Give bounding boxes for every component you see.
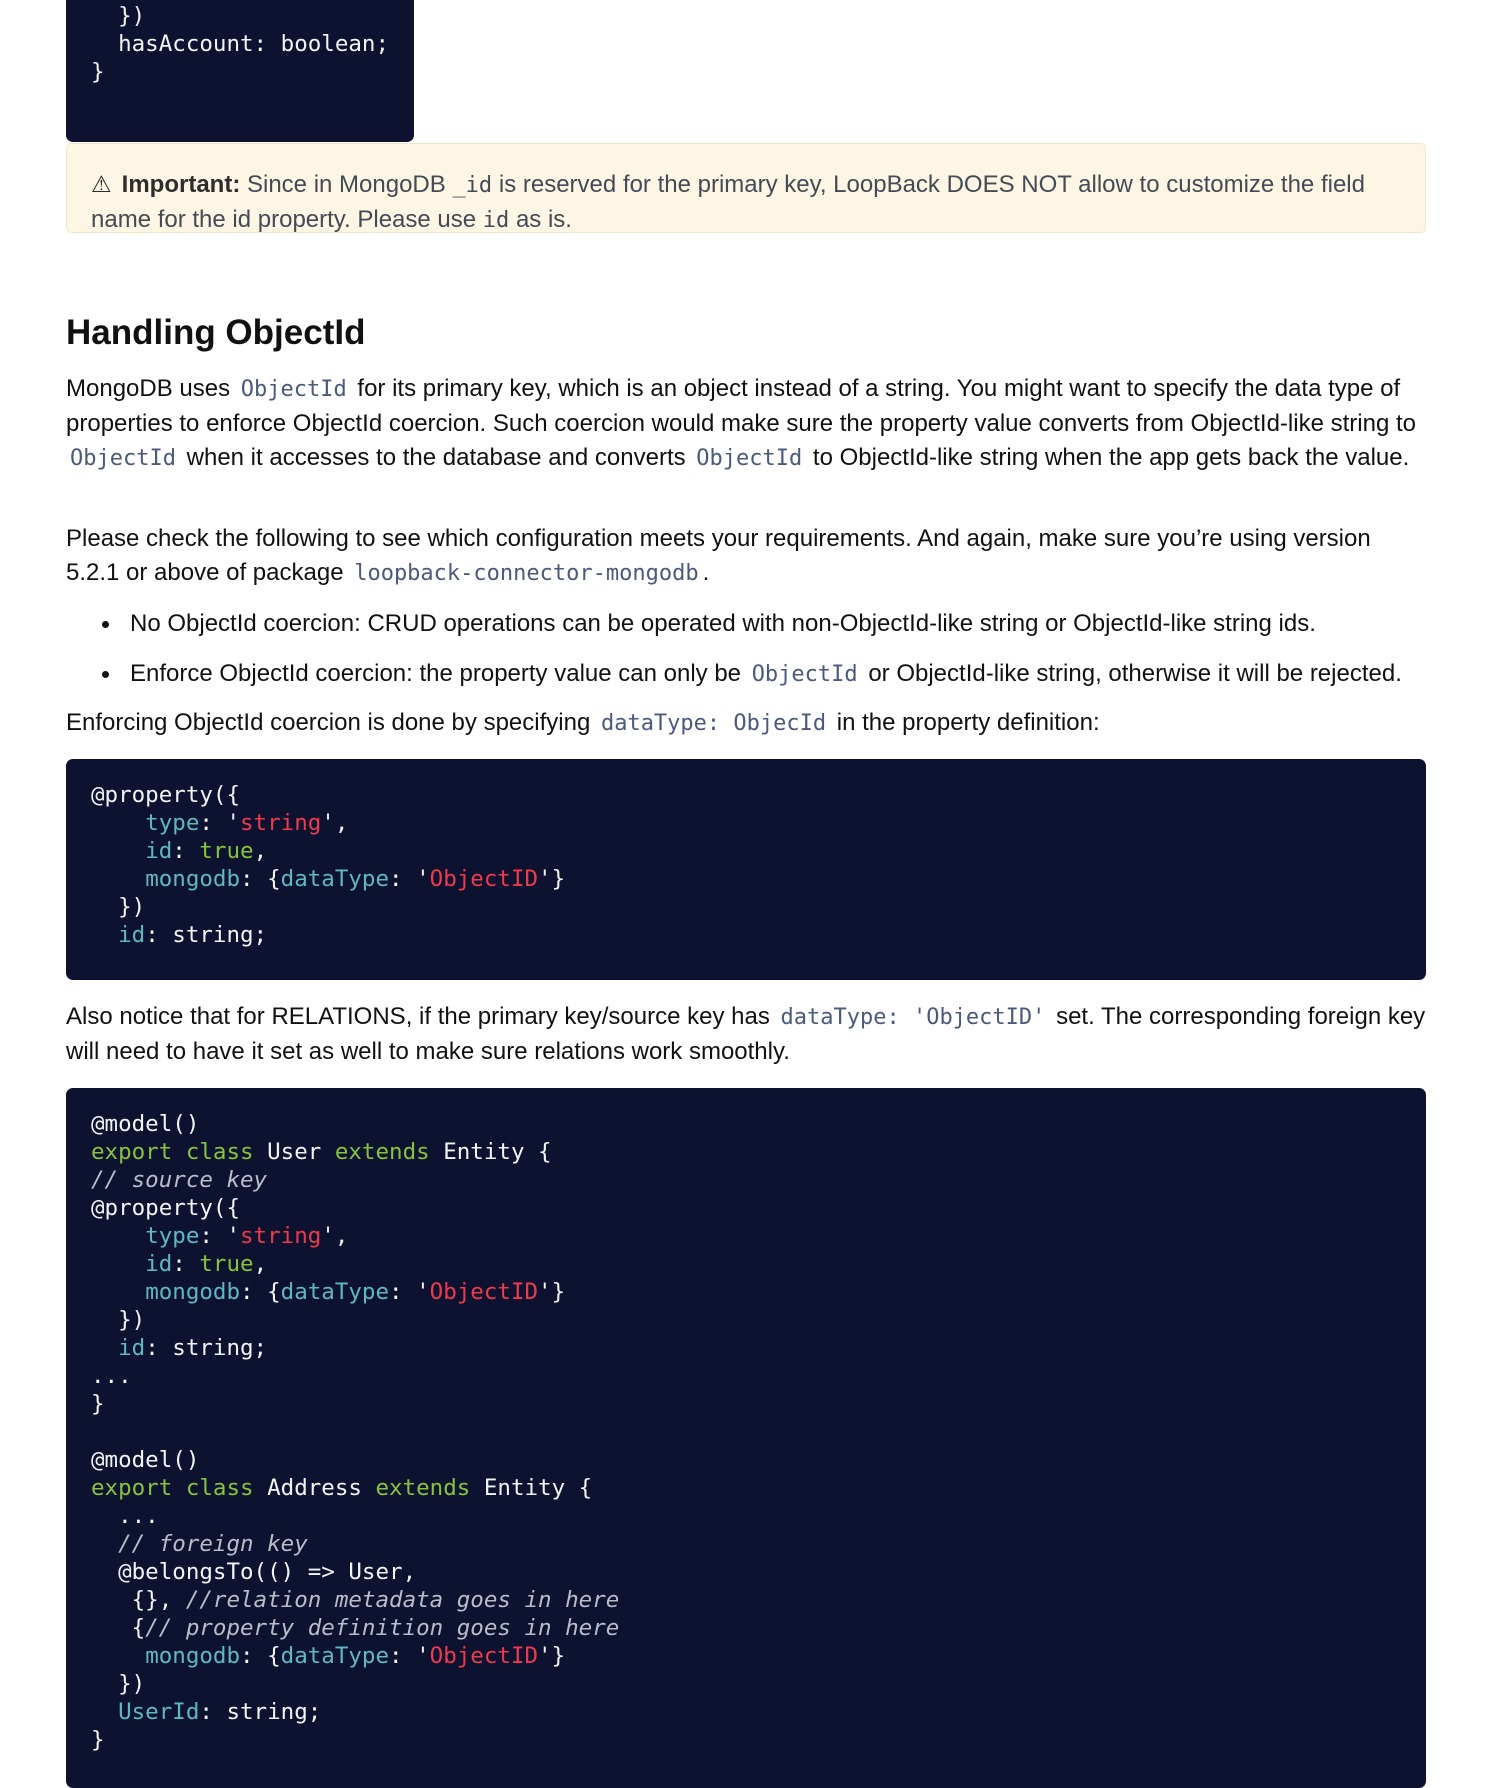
important-notice: [66, 143, 1426, 233]
text: .: [702, 559, 710, 586]
list-item: [66, 657, 1486, 692]
paragraph-objectid-intro: [66, 372, 1426, 476]
warning-icon: ⚠: [91, 172, 112, 198]
inline-code: ObjectId: [240, 377, 347, 402]
inline-code: ObjectId: [751, 662, 858, 687]
text: to ObjectId-like string when the app gets back the value.: [806, 444, 1410, 471]
inline-code: dataType: 'ObjectID': [780, 1005, 1046, 1030]
inline-code: _id: [452, 173, 493, 198]
text: Enforce ObjectId coercion: the property value can only be: [130, 660, 748, 687]
section-heading: Handling ObjectId: [66, 313, 366, 352]
paragraph-configuration: [66, 522, 1426, 591]
code-line: hasAccount: boolean;: [91, 31, 390, 57]
text: Please check the following to see which configuration meets your requirements. And again, make sure you’re using version 5.2.1 or above of package: [66, 525, 1371, 586]
text: when it accesses to the database and converts: [179, 444, 693, 471]
inline-code: id: [482, 208, 510, 233]
bullet-dot: [102, 671, 109, 678]
text: No ObjectId coercion: CRUD operations can be operated with non-ObjectId-like string or ObjectId-like string ids.: [130, 610, 1316, 637]
code-block-relations: @model() export class User extends Entity { // source key @property({ type: 'string', id: true, mongodb: {dataType: 'ObjectID'} }) id: string; ... } @model() export class Address extends Entity { ... // foreign key @belongsTo(() => User, {}, //relation metadata goes in here {// property definition goes in here mongodb: {dataType: 'ObjectID'} }) UserId: string; }: [66, 1088, 1426, 1788]
text: MongoDB uses: [66, 375, 237, 402]
text: in the property definition:: [830, 709, 1100, 736]
paragraph-enforcing: [66, 706, 1426, 741]
inline-code: dataType: ObjecId: [600, 711, 827, 736]
coercion-options-list: [66, 607, 1486, 708]
inline-code: ObjectId: [70, 446, 176, 471]
text: set. The corresponding foreign key will need to have it set as well to make sure relations work smoothly.: [66, 1003, 1426, 1065]
text: Enforcing ObjectId coercion is done by specifying: [66, 709, 597, 736]
text: for its primary key, which is an object instead of a string. You might want to specify the data type of properties to enforce ObjectId coercion. Such coercion would make sure the property value converts from ObjectId-like string to: [66, 375, 1416, 437]
text: or ObjectId-like string, otherwise it will be rejected.: [861, 660, 1402, 687]
inline-code: loopback-connector-mongodb: [354, 561, 699, 586]
code-line: }: [91, 59, 105, 85]
code-line: }): [91, 3, 146, 29]
bullet-dot: [102, 621, 109, 628]
notice-text: is reserved for the primary key, LoopBack DOES NOT allow to customize the field name for the id property. Please use: [91, 171, 1365, 233]
notice-text: as is.: [509, 206, 572, 233]
code-block-property: @property({ type: 'string', id: true, mongodb: {dataType: 'ObjectID'} }) id: string;: [66, 759, 1426, 980]
code-block-top: [66, 0, 414, 142]
inline-code: ObjectId: [696, 446, 803, 471]
notice-label: Important:: [121, 171, 241, 198]
notice-text: Since in MongoDB: [240, 171, 453, 198]
text: Also notice that for RELATIONS, if the primary key/source key has: [66, 1003, 777, 1030]
list-item: [66, 607, 1486, 641]
paragraph-relations: [66, 1000, 1426, 1069]
